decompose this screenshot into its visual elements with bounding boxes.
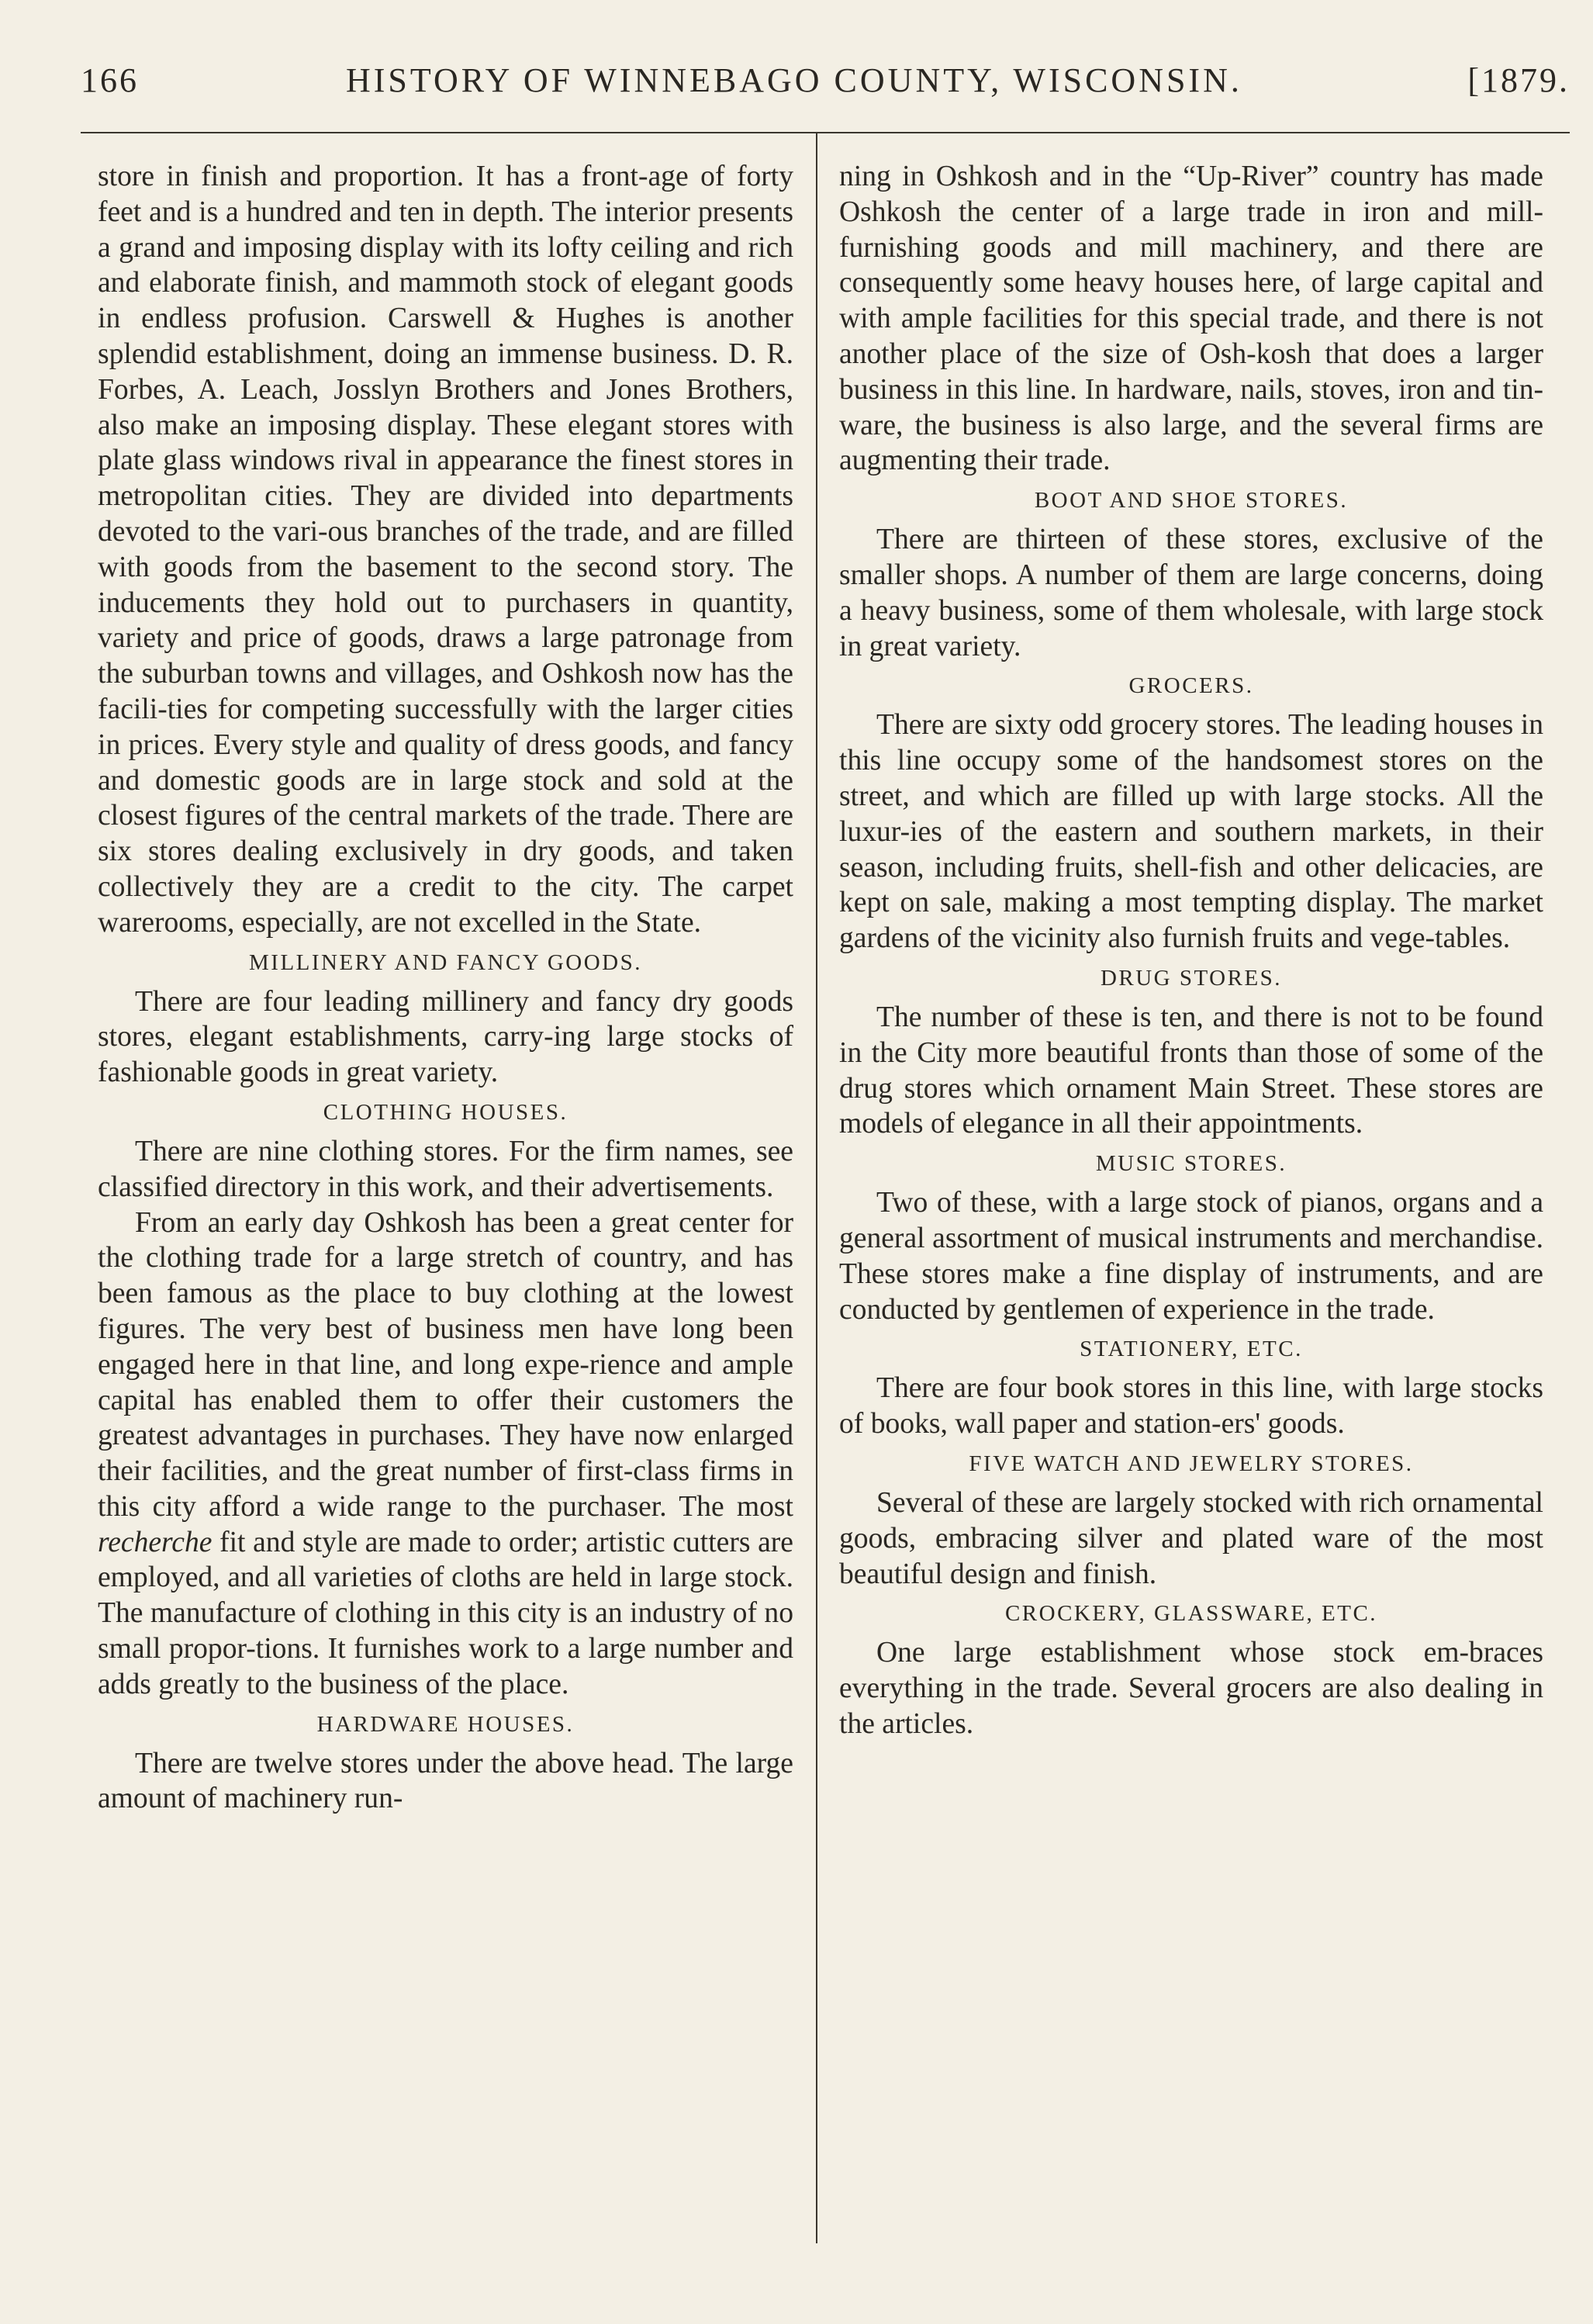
paragraph-drug-stores: The number of these is ten, and there is not to be found in the City more beautiful fronts than those of some of the drug stores which ornament Main Street. These stores are models of elegance in all their appointments. (839, 1001, 1543, 1140)
heading-stationery: STATIONERY, ETC. (1080, 1337, 1303, 1362)
heading-watch-jewelry: FIVE WATCH AND JEWELRY STORES. (969, 1451, 1414, 1476)
paragraph-store-finish: store in finish and proportion. It has a front-age of forty feet and is a hundred and ten in depth. The interior presents a grand and imposing display with its lofty ceiling and rich and elaborate finish, and mammoth stock of elegant goods in endless profusion. Carswell & Hughes is another splendid establishment, doing an immense business. D. R. Forbes, A. Leach, Josslyn Brothers and Jones Brothers, also make an imposing display. These elegant stores with plate glass windows rival in appearance the finest stores in metropolitan cities. They are divided into departments devoted to the vari-ous branches of the trade, and are filled with goods from the basement to the second story. The inducements they hold out to purchasers in quantity, variety and price of goods, draws a large patronage from the suburban towns and villages, and Oshkosh now has the facili-ties for competing successfully with the larger cities in prices. Every style and quality of dress goods, and fancy and domestic goods are in large stock and sold at the closest figures of the central markets of the trade. There are six stores dealing exclusively in dry goods, and taken collectively they are a credit to the city. The carpet warerooms, especially, are not excelled in the State. (98, 161, 793, 939)
paragraph-watch-jewelry: Several of these are largely stocked with rich ornamental goods, embracing silver and plated ware of the most beautiful design and finish. (839, 1486, 1543, 1590)
paragraph-music-stores: Two of these, with a large stock of pianos, organs and a general assortment of musical instruments and merchandise. These stores make a fine display of instruments, and are conducted by gentlemen of experience in the trade. (839, 1187, 1543, 1326)
paragraph-stationery: There are four book stores in this line, with large stocks of books, wall paper and station-ers' goods. (839, 1372, 1543, 1440)
header-rule (81, 132, 1570, 133)
heading-drug-stores: DRUG STORES. (1100, 965, 1283, 991)
heading-grocers: GROCERS. (1128, 673, 1254, 699)
paragraph-clothing-history (98, 1205, 793, 1703)
left-column (98, 159, 793, 1817)
heading-crockery: CROCKERY, GLASSWARE, ETC. (1004, 1601, 1378, 1627)
header-year: [1879. (1467, 61, 1570, 99)
heading-boot-shoe: BOOT AND SHOE STORES. (1034, 488, 1349, 514)
right-column (839, 159, 1543, 1742)
paragraph-grocers: There are sixty odd grocery stores. The leading houses in this line occupy some of the handsomest stores on the street, and which are filled up with large stocks. All the luxur-ies of the eastern and southern markets, in their season, including fruits, shell-fish and other delicacies, are kept on sale, making a most tempting display. The market gardens of the vicinity also furnish fruits and vege-tables. (839, 709, 1543, 955)
paragraph-clothing-stores: There are nine clothing stores. For the firm names, see classified directory in this work, and their advertisements. (98, 1135, 793, 1203)
italic-recherche: recherche (98, 1526, 213, 1558)
heading-music-stores: MUSIC STORES. (1095, 1151, 1287, 1177)
paragraph-millinery: There are four leading millinery and fancy dry goods stores, elegant establishments, carry-ing large stocks of fashionable goods in great variety. (98, 985, 793, 1089)
running-header (81, 61, 1570, 107)
heading-clothing: CLOTHING HOUSES. (323, 1099, 568, 1125)
column-divider (816, 133, 817, 2243)
running-title: HISTORY OF WINNEBAGO COUNTY, WISCONSIN. (346, 61, 1242, 99)
page-number: 166 (81, 61, 139, 99)
clothing-text-start: From an early day Oshkosh has been a great center for the clothing trade for a large stretch of country, and has been famous as the place to buy clothing at the lowest figures. The very best of business men have long been engaged here in that line, and long expe-rience and ample capital has enabled them to offer their customers the greatest advantages in purchases. They have now enlarged their facilities, and the great number of first-class firms in this city afford a wide range to the purchaser. The most (98, 1206, 793, 1523)
heading-hardware: HARDWARE HOUSES. (316, 1711, 575, 1737)
clothing-text-end: fit and style are made to order; artistic cutters are employed, and all varieties of cloths are held in large stock. The manufacture of clothing in this city is an industry of no small propor-tions. It furnishes work to a large number and adds greatly to the business of the place. (98, 1526, 793, 1700)
heading-millinery: MILLINERY AND FANCY GOODS. (249, 949, 642, 975)
paragraph-hardware-continued: ning in Oshkosh and in the “Up-River” country has made Oshkosh the center of a large trade in iron and mill-furnishing goods and mill machinery, and there are consequently some heavy houses here, of large capital and with ample facilities for this special trade, and there is not another place of the size of Osh-kosh that does a larger business in this line. In hardware, nails, stoves, iron and tin-ware, the business is also large, and the several firms are augmenting their trade. (839, 161, 1543, 477)
paragraph-hardware: There are twelve stores under the above head. The large amount of machinery run- (98, 1747, 793, 1815)
paragraph-crockery: One large establishment whose stock em-braces everything in the trade. Several grocers are also dealing in the articles. (839, 1637, 1543, 1740)
paragraph-boot-shoe: There are thirteen of these stores, exclusive of the smaller shops. A number of them are large concerns, doing a heavy business, some of them wholesale, with large stock in great variety. (839, 524, 1543, 662)
